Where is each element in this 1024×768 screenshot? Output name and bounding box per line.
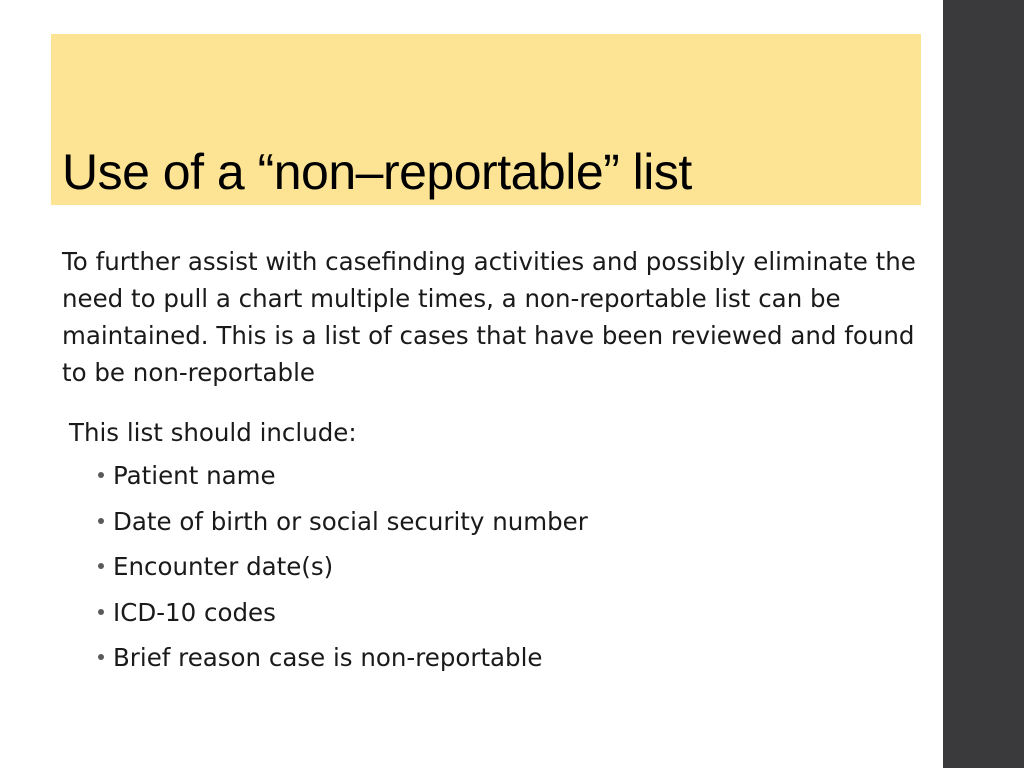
bullet-icon [98,609,104,615]
bullet-text: Date of birth or social security number [113,506,588,536]
bullet-text: Brief reason case is non-reportable [113,643,543,672]
slide-title: Use of a “non–reportable” list [62,144,692,200]
right-sidebar-bar [943,0,1024,768]
bullet-text: Encounter date(s) [113,552,334,581]
bullet-text: Patient name [113,461,276,490]
bullet-icon [98,472,104,478]
bullet-icon [98,563,104,569]
intro-paragraph: To further assist with casefinding activities and possibly eliminate the need to pull a chart multiple times, a non-reportable list can be maintained. This is a list of cases that have been reviewed and found to be non-reportable [62,247,916,387]
bullet-text: ICD-10 codes [113,597,276,627]
bullet-icon [98,518,104,524]
list-heading: This list should include: [69,418,357,447]
bullet-icon [98,654,104,660]
